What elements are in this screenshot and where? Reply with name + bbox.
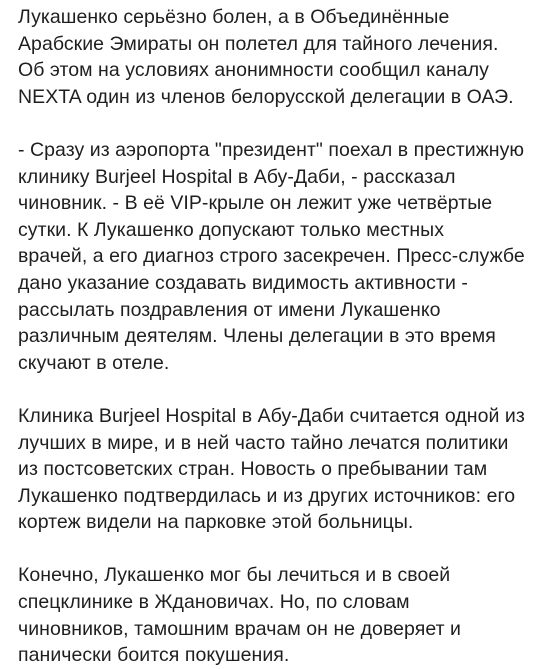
text-line: чиновников, тамошним врачам он не доверяет и	[18, 617, 461, 640]
text-line: Клиника Burjeel Hospital в Абу-Даби считается одной из	[18, 404, 525, 427]
text-line: рассылать поздравления от имени Лукашенко	[18, 298, 441, 321]
text-line: скучают в отеле.	[18, 351, 170, 374]
text-line: NEXTA один из членов белорусской делегации в ОАЭ.	[18, 85, 514, 108]
text-line: кортеж видели на парковке этой больницы.	[18, 511, 414, 534]
text-line: дано указание создавать видимость активности -	[18, 271, 468, 294]
text-line: врачей, а его диагноз строго засекречен. Пресс-службе	[18, 245, 525, 268]
text-line: из постсоветских стран. Новость о пребывании там	[18, 458, 488, 481]
text-line: Лукашенко подтвердилась и из других источников: его	[18, 484, 516, 507]
text-line: спецклинике в Ждановичах. Но, по словам	[18, 591, 410, 614]
text-line: лучших в мире, и в ней часто тайно лечатся политики	[18, 431, 509, 454]
text-line: клинику Burjeel Hospital в Абу-Даби, - рассказал	[18, 165, 456, 188]
text-line: панически боится покушения.	[18, 644, 290, 667]
text-line: Арабские Эмираты он полетел для тайного лечения.	[18, 32, 499, 55]
text-line: Конечно, Лукашенко мог бы лечиться и в своей	[18, 564, 451, 587]
paragraph-intro	[18, 4, 543, 110]
paragraph-clinic	[18, 403, 543, 536]
text-line: сутки. К Лукашенко допускают только местных	[18, 218, 445, 241]
text-line: Об этом на условиях анонимности сообщил каналу	[18, 59, 489, 82]
text-line: Лукашенко серьёзно болен, а в Объединённые	[18, 6, 450, 28]
paragraph-conclusion	[18, 562, 543, 668]
text-line: чиновник. - В её VIP-крыле он лежит уже четвёртые	[18, 192, 493, 215]
text-line: - Сразу из аэропорта "президент" поехал в престижную	[18, 138, 525, 161]
paragraph-quote	[18, 137, 543, 376]
text-line: различным деятелям. Члены делегации в это время	[18, 325, 496, 348]
